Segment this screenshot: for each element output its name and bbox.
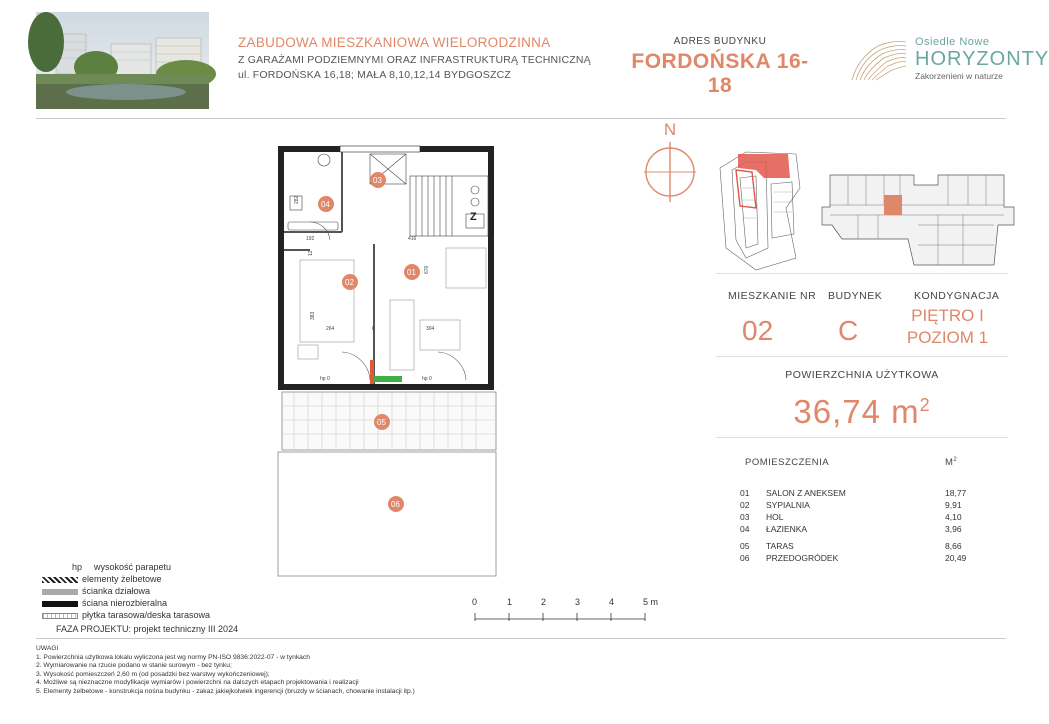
room-marker-06 (388, 496, 404, 512)
room-marker-03 (370, 172, 386, 188)
scale-tick-label: 4 (609, 597, 615, 607)
dim-label: 192 (306, 236, 315, 242)
floor-key-plan (818, 165, 1018, 275)
garden-area (278, 452, 496, 576)
legend-label: płytka tarasowa/deska tarasowa (82, 610, 211, 620)
dim-label: hp 0 (422, 376, 432, 382)
partitions (284, 152, 374, 384)
room-marker-label: 02 (345, 278, 354, 287)
legend-hp (72, 562, 171, 572)
room-area: 3,96 (945, 524, 962, 534)
level-label: KONDYGNACJA (914, 290, 1000, 302)
level-value-level: POZIOM 1 (906, 328, 989, 347)
room-area: 20,49 (945, 553, 967, 563)
dim-label: 264 (326, 326, 335, 332)
furniture (298, 248, 486, 370)
dim-label: 383 (310, 311, 316, 320)
dim-label: 416 (408, 236, 417, 242)
dim-label: 282 (294, 195, 300, 204)
area-label: POWIERZCHNIA UŻYTKOWA (785, 369, 939, 381)
note-line: 1. Powierzchnia użytkowa lokalu wyliczona jest wg normy PN-ISO 9836:2022-07 - w tynkach (36, 653, 310, 661)
bathroom (288, 154, 406, 230)
room-marker-05 (374, 414, 390, 430)
room-name: PRZEDOGRÓDEK (766, 553, 839, 563)
note-line: 2. Wymiarowanie na rzucie podano w stanie surowym - bez tynku; (36, 662, 232, 669)
level-value-floor: PIĘTRO I (911, 306, 984, 325)
area-unit-label (945, 457, 957, 468)
building-label: BUDYNEK (828, 290, 883, 302)
dim-label: hp 0 (320, 376, 330, 382)
rooms-label: POMIESZCZENIA (745, 457, 830, 468)
walls (278, 146, 494, 390)
legend-label: ściana nierozbieralna (82, 598, 168, 608)
room-name: TARAS (766, 541, 794, 551)
logo-small-text: Osiedle Nowe (915, 36, 990, 48)
area-value (716, 393, 1008, 431)
area-unit-sup: 2 (953, 457, 958, 463)
scale-ticks (472, 597, 672, 609)
legend-swatch (42, 601, 78, 607)
scale-tick-label: 3 (575, 597, 581, 607)
legend-label: ścianka działowa (82, 586, 151, 596)
building-photo (36, 12, 209, 109)
apartment-label: MIESZKANIE NR (728, 290, 817, 302)
note-line: 4. Możliwe są nieznaczne modyfikacje wymiarów i powierzchni na dalszych etapach projektowania i realizacji (36, 679, 359, 686)
project-phase: FAZA PROJEKTU: projekt techniczny III 2024 (56, 624, 239, 634)
legend-row (42, 574, 162, 584)
area-unit-text: M (945, 457, 954, 469)
room-no: 06 (740, 553, 750, 563)
room-marker-label: 06 (391, 500, 400, 509)
project-subtitle-line2: ul. FORDOŃSKA 16,18; MAŁA 8,10,12,14 BYDGOSZCZ (238, 69, 511, 81)
room-no: 01 (740, 488, 750, 498)
room-area: 18,77 (945, 488, 967, 498)
legend-row (42, 598, 167, 608)
legend-row (42, 610, 210, 620)
notes (36, 645, 415, 696)
header-divider (36, 118, 1006, 119)
room-marker-label: 04 (321, 200, 330, 209)
dim-label: 676 (424, 265, 430, 274)
legend-hp-key: hp (72, 562, 83, 572)
room-marker-01 (404, 264, 420, 280)
note-line: 5. Elementy żelbetowe - konstrukcja nośna budynku - zakaz jakiejkolwiek ingerencji (bruzdy w ścianach, chowanie instalacji itp.) (36, 687, 415, 695)
room-area: 4,10 (945, 512, 962, 522)
room-no: 04 (740, 524, 750, 534)
dim-label: 8 (372, 326, 375, 332)
room-marker-04 (318, 196, 334, 212)
z-marker: Z (470, 211, 477, 223)
notes-title: UWAGI (36, 645, 59, 652)
room-name: HOL (766, 512, 784, 522)
project-subtitle (238, 53, 591, 83)
compass-north-label: N (663, 120, 677, 139)
info-divider-bottom (716, 437, 1008, 438)
scale-graphic (472, 609, 658, 623)
info-divider-top (716, 273, 1008, 274)
info-divider-mid (716, 356, 1008, 357)
room-marker-label: 01 (407, 268, 416, 277)
address-label: ADRES BUDYNKU (673, 36, 767, 47)
room-marker-02 (342, 274, 358, 290)
address-value: FORDOŃSKA 16-18 (631, 50, 809, 97)
legend-row (42, 586, 150, 596)
project-subtitle-line1: Z GARAŻAMI PODZIEMNYMI ORAZ INFRASTRUKTURĄ TECHNICZNĄ (238, 54, 591, 66)
building-value: C (838, 315, 859, 346)
note-line: 3. Wysokość pomieszczeń 2,60 m (od posadzki bez warstwy wykończeniowej); (36, 670, 270, 678)
legend-label: elementy żelbetowe (82, 574, 162, 584)
room-name: ŁAZIENKA (766, 524, 808, 534)
dim-label: 12 (308, 250, 314, 256)
scale-tick-label: 2 (541, 597, 547, 607)
room-marker-label: 03 (373, 176, 382, 185)
floor-plan (270, 140, 510, 585)
room-no: 05 (740, 541, 750, 551)
site-key-plan (716, 148, 816, 278)
area-value-sup: 2 (919, 395, 931, 415)
doors (310, 222, 466, 380)
dim-label: 304 (426, 326, 435, 332)
room-no: 03 (740, 512, 750, 522)
scale-tick-label: 1 (507, 597, 513, 607)
scale-tick-label: 5 m (643, 597, 659, 607)
apartment-number: 02 (742, 315, 774, 346)
logo-tagline: Zakorzenieni w naturze (915, 71, 1003, 81)
logo-icon (848, 38, 910, 87)
footer-divider (36, 638, 1006, 639)
project-title: ZABUDOWA MIESZKANIOWA WIELORODZINNA (238, 35, 551, 50)
scale-tick-label: 0 (472, 597, 478, 607)
kitchen (410, 176, 488, 236)
room-marker-label: 05 (377, 418, 386, 427)
legend-swatch (42, 589, 78, 595)
room-name: SALON Z ANEKSEM (766, 488, 846, 498)
room-name: SYPIALNIA (766, 500, 810, 510)
legend-swatch (42, 613, 78, 619)
room-area: 9,91 (945, 500, 962, 510)
legend-swatch (42, 577, 78, 583)
legend-hp-text: wysokość parapetu (94, 562, 172, 572)
area-value-number: 36,74 m (793, 393, 920, 430)
level-value (900, 305, 995, 349)
logo-big-text: HORYZONTY (915, 48, 1049, 70)
room-no: 02 (740, 500, 750, 510)
compass-icon (640, 142, 700, 202)
room-area: 8,66 (945, 541, 962, 551)
